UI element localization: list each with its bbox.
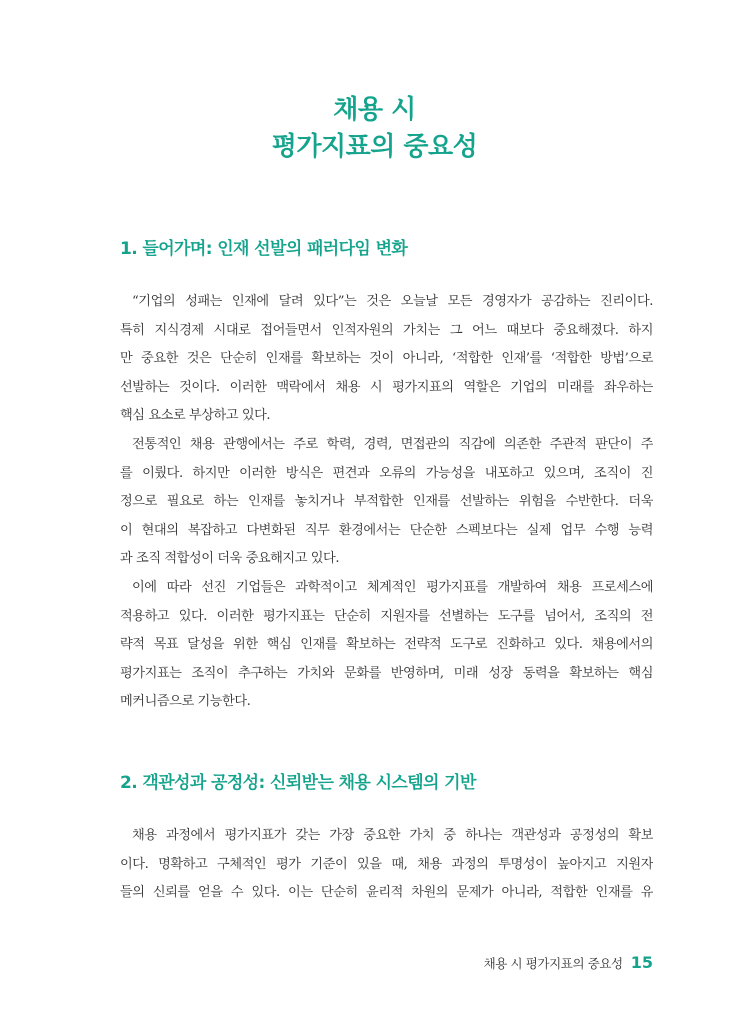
page-footer [484, 953, 653, 972]
paragraph-line: 적용하고 있다. 이러한 평가지표는 단순히 지원자를 선별하는 도구를 넘어서, 조직의 전 [120, 608, 653, 624]
section-2-body [120, 822, 653, 908]
section-heading-1: 1. 들어가며: 인재 선발의 패러다임 변화 [120, 239, 408, 259]
paragraph-line: 이다. 명확하고 구체적인 평가 기준이 있을 때, 채용 과정의 투명성이 높아지고 지원자 [120, 856, 653, 872]
paragraph-line: 특히 지식경제 시대로 접어들면서 인적자원의 가치는 그 어느 때보다 중요해졌다. 하지 [120, 322, 653, 338]
paragraph-line: 를 이뤘다. 하지만 이러한 방식은 편견과 오류의 가능성을 내포하고 있으며, 조직이 진 [120, 465, 653, 481]
paragraph-line: 이 현대의 복잡하고 다변화된 직무 환경에서는 단순한 스펙보다는 실제 업무 수행 능력 [120, 522, 653, 538]
paragraph-line: “기업의 성패는 인재에 달려 있다”는 것은 오늘날 모든 경영자가 공감하는 진리이다. [132, 294, 653, 309]
title-line-2: 평가지표의 중요성 [271, 132, 478, 162]
running-title: 채용 시 평가지표의 중요성 [483, 956, 623, 971]
paragraph-line: 전통적인 채용 관행에서는 주로 학력, 경력, 면접관의 직감에 의존한 주관적 판단이 주 [132, 436, 653, 452]
paragraph-line: 들의 신뢰를 얻을 수 있다. 이는 단순히 윤리적 차원의 문제가 아니라, 적합한 인재를 유 [120, 885, 653, 901]
paragraph-line: 략적 목표 달성을 위한 핵심 인재를 확보하는 전략적 도구로 진화하고 있다. 채용에서의 [120, 637, 653, 653]
paragraph-line: 선발하는 것이다. 이러한 맥락에서 채용 시 평가지표의 역할은 기업의 미래를 좌우하는 [120, 379, 653, 395]
paragraph-line: 만 중요한 것은 단순히 인재를 확보하는 것이 아니라, ‘적합한 인재’를 ‘적합한 방법’으로 [120, 351, 653, 367]
paragraph-line: 메커니즘으로 기능한다. [120, 694, 251, 710]
paragraph-line: 과 조직 적합성이 더욱 중요해지고 있다. [120, 551, 340, 567]
paragraph-line: 이에 따라 선진 기업들은 과학적이고 체계적인 평가지표를 개발하여 채용 프로세스에 [132, 579, 653, 595]
title-line-1: 채용 시 [333, 95, 416, 125]
page-number: 15 [630, 953, 653, 972]
paragraph-line: 정으로 필요로 하는 인재를 놓치거나 부적합한 인재를 선발하는 위험을 수반한다. 더욱 [120, 494, 653, 510]
section-heading-2: 2. 객관성과 공정성: 신뢰받는 채용 시스템의 기반 [120, 773, 476, 793]
paragraph-line: 핵심 요소로 부상하고 있다. [120, 408, 271, 424]
paragraph-line: 평가지표는 조직이 추구하는 가치와 문화를 반영하며, 미래 성장 동력을 확보하는 핵심 [120, 665, 653, 681]
paragraph-line: 채용 과정에서 평가지표가 갖는 가장 중요한 가치 중 하나는 객관성과 공정성의 확보 [132, 828, 653, 843]
document-title [0, 92, 749, 166]
section-1-body [120, 288, 653, 717]
